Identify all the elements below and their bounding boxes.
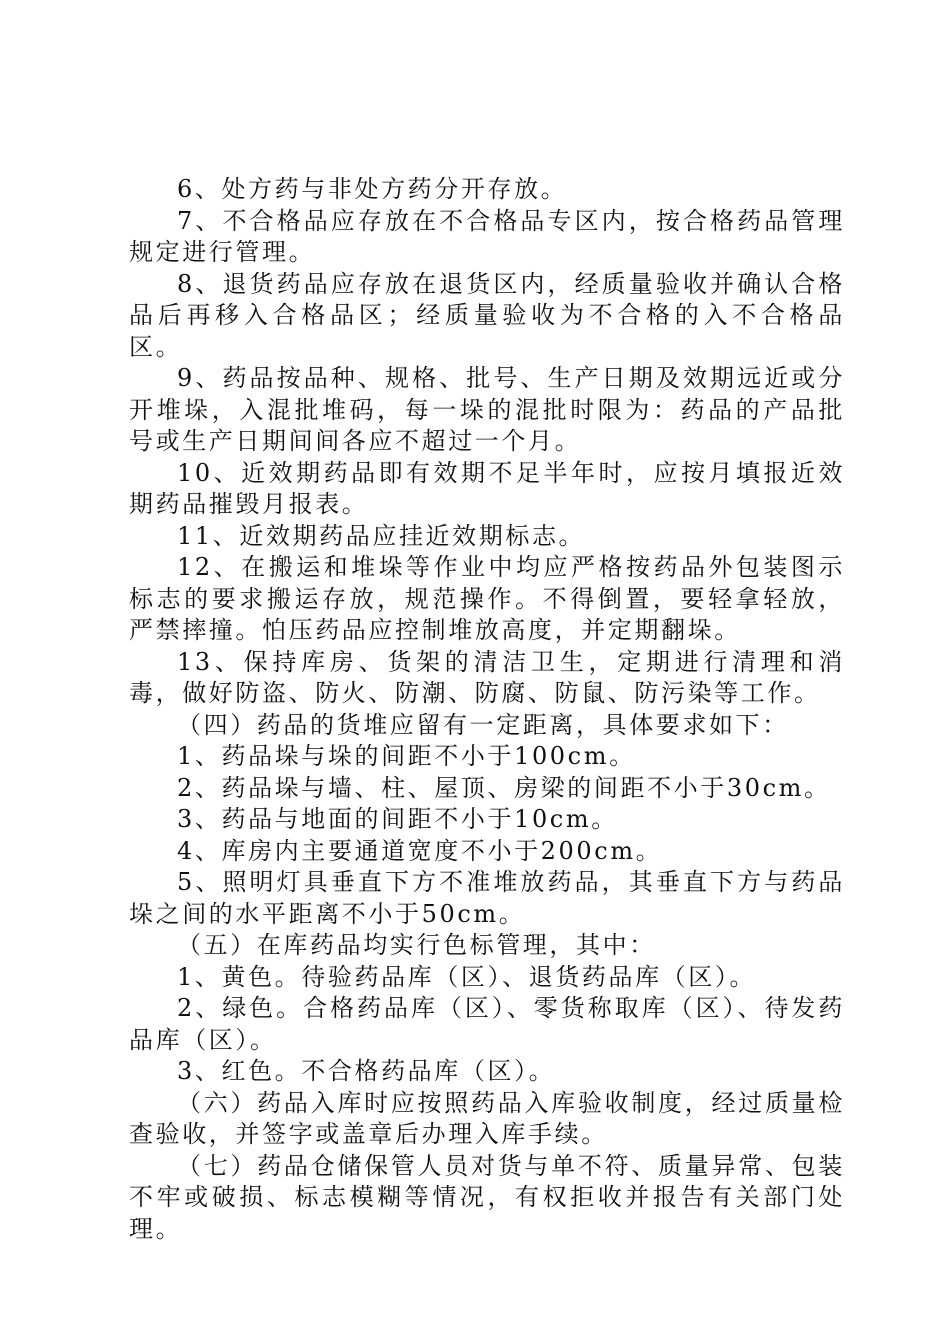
paragraph-near-expiry-label: 11、近效期药品应挂近效期标志。 — [177, 521, 586, 550]
paragraph-prescription-storage: 6、处方药与非处方药分开存放。 — [177, 175, 568, 203]
paragraph-warehouse-hygiene: 13、保持库房、货架的清洁卫生，定期进行清理和消毒，做好防盗、防火、防潮、防腐、防鼠、防污染等工作。 — [129, 647, 845, 707]
paragraph-stacking-by-batch: 9、药品按品种、规格、批号、生产日期及效期远近或分开堆垛，入混批堆码，每一垛的混批时限为：药品的产品批号或生产日期间间各应不超过一个月。 — [129, 364, 845, 455]
paragraph-nonconforming-storage: 7、不合格品应存放在不合格品专区内，按合格药品管理规定进行管理。 — [129, 206, 845, 266]
paragraph-distance-to-floor: 3、药品与地面的间距不小于10cm。 — [177, 805, 618, 833]
paragraph-aisle-width: 4、库房内主要通道宽度不小于200cm。 — [177, 836, 663, 865]
section-heading-color-code: （五）在库药品均实行色标管理，其中： — [177, 931, 656, 959]
paragraph-color-yellow: 1、黄色。待验药品库（区）、退货药品库（区）。 — [177, 962, 757, 991]
paragraph-lighting-distance: 5、照明灯具垂直下方不准堆放药品，其垂直下方与药品垛之间的水平距离不小于50cm。 — [129, 868, 845, 928]
paragraph-color-green: 2、绿色。合格药品库（区）、零货称取库（区）、待发药品库（区）。 — [129, 994, 845, 1054]
paragraph-distance-stack-to-stack: 1、药品垛与垛的间距不小于100cm。 — [177, 742, 636, 770]
section-heading-refusal-rights: （七）药品仓储保管人员对货与单不符、质量异常、包装不牢或破损、标志模糊等情况，有权拒收并报告有关部门处理。 — [129, 1151, 845, 1243]
paragraph-handling-rules: 12、在搬运和堆垛等作业中均应严格按药品外包装图示标志的要求搬运存放，规范操作。不得倒置，要轻拿轻放，严禁摔撞。怕压药品应控制堆放高度，并定期翻垛。 — [129, 553, 845, 644]
section-heading-inbound-acceptance: （六）药品入库时应按照药品入库验收制度，经过质量检查验收，并签字或盖章后办理入库手续。 — [129, 1088, 845, 1148]
section-heading-stack-distance: （四）药品的货堆应留有一定距离，具体要求如下： — [177, 710, 789, 739]
document-body — [129, 174, 845, 1245]
paragraph-distance-stack-to-wall: 2、药品垛与墙、柱、屋顶、房梁的间距不小于30cm。 — [177, 773, 831, 802]
paragraph-color-red: 3、红色。不合格药品库（区）。 — [177, 1057, 556, 1085]
paragraph-returned-goods: 8、退货药品应存放在退货区内，经质量验收并确认合格品后再移入合格品区；经质量验收为不合格的入不合格品区。 — [129, 269, 845, 361]
paragraph-near-expiry-report: 10、近效期药品即有效期不足半年时，应按月填报近效期药品摧毁月报表。 — [129, 458, 845, 518]
